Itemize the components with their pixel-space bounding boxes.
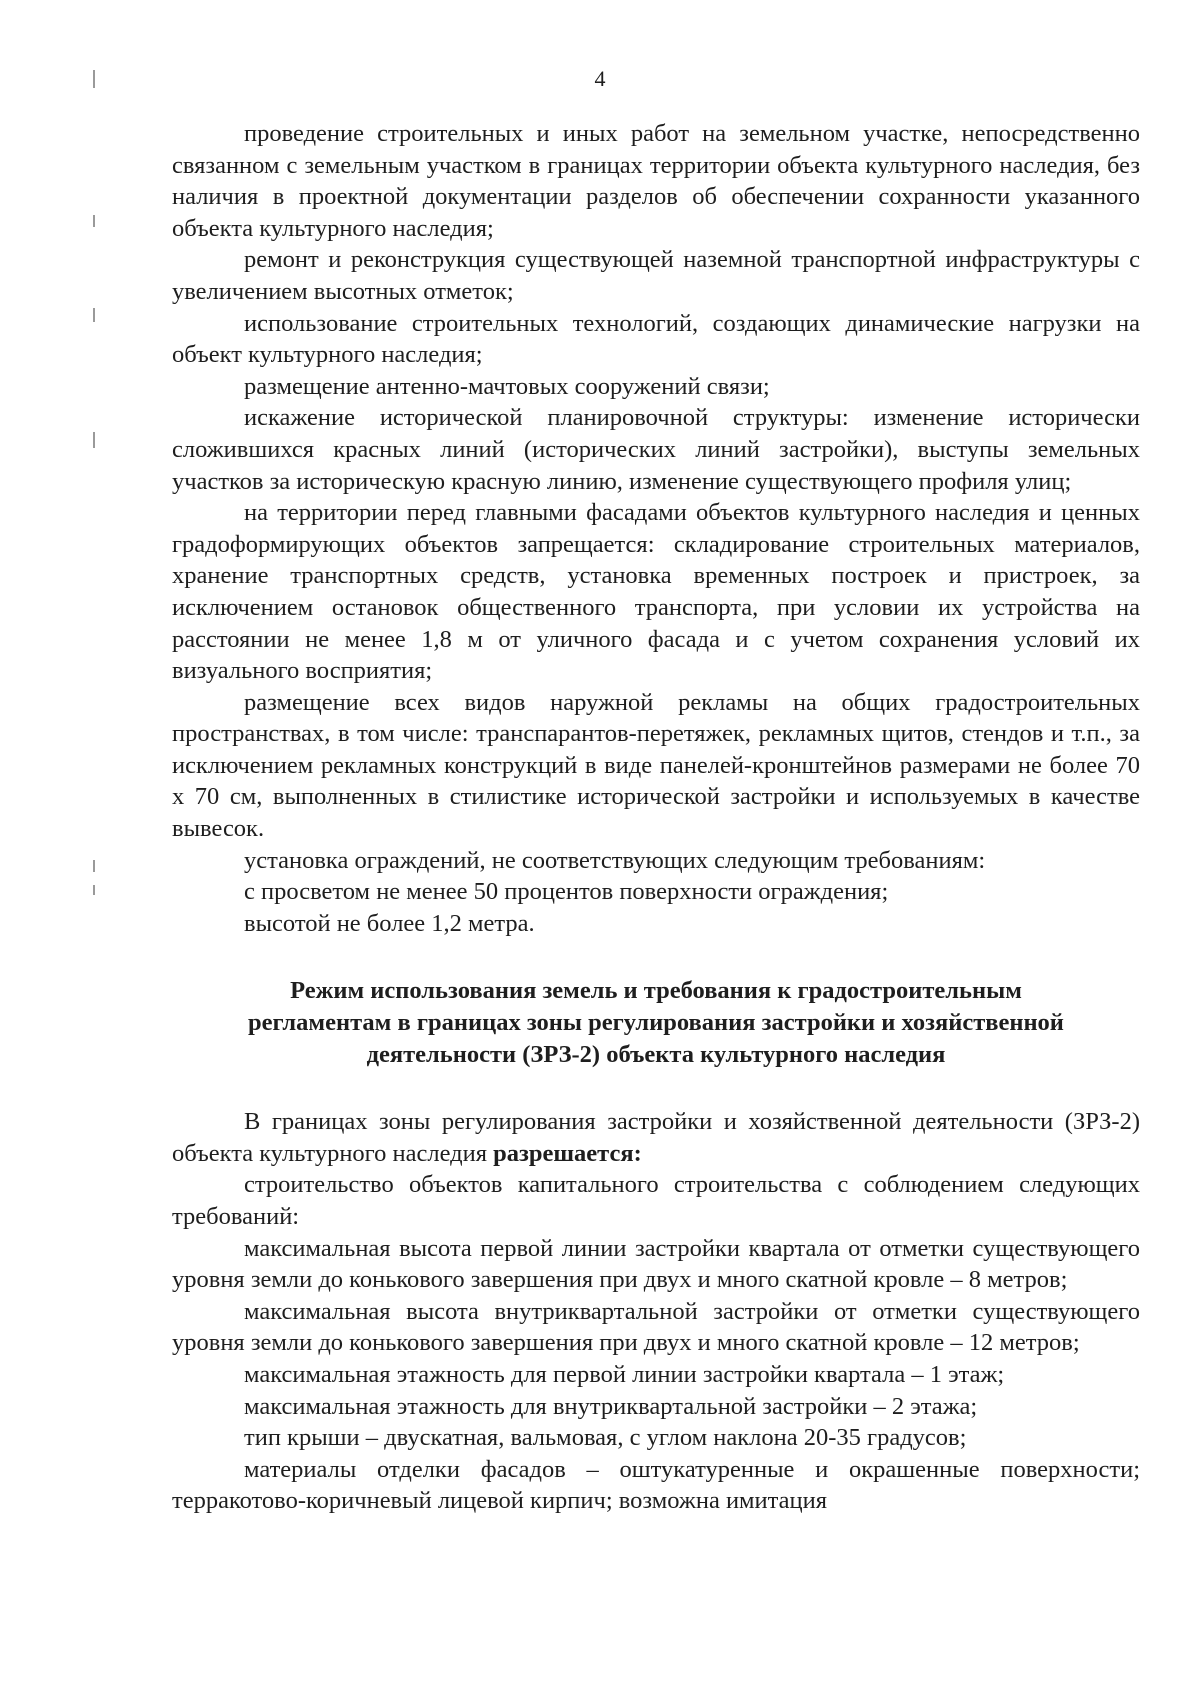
paragraph: проведение строительных и иных работ на земельном участке, непосредственно связанном с земельным участком в границах территории объекта культурного наследия, без наличия в проектной документации разделов об обеспечении сохранности указанного объекта культурного наследия; (172, 120, 1140, 242)
paragraph: на территории перед главными фасадами объектов культурного наследия и ценных градоформирующих объектов запрещается: складирование строительных материалов, хранение транспортных средств, установка временных построек и пристроек, за исключением остановок общественного транспорта, при условии их устройства на расстоянии не менее 1,8 м от уличного фасада и с учетом сохранения условий их визуального восприятия; (172, 499, 1140, 685)
heading-line: деятельности (ЗРЗ-2) объекта культурного наследия (366, 1040, 946, 1068)
paragraph: искажение исторической планировочной структуры: изменение исторически сложившихся красных линий (исторических линий застройки), выступы земельных участков за историческую красную линию, изменение существующего профиля улиц; (172, 404, 1140, 495)
scan-artifact (93, 308, 95, 322)
intro-paragraph (172, 1106, 1140, 1169)
paragraph: материалы отделки фасадов – оштукатуренные и окрашенные поверхности; терракотово-коричневый лицевой кирпич; возможна имитация (172, 1455, 1140, 1515)
paragraph: высотой не более 1,2 метра. (244, 909, 535, 937)
paragraph: установка ограждений, не соответствующих следующим требованиям: (244, 846, 986, 874)
paragraph: ремонт и реконструкция существующей наземной транспортной инфраструктуры с увеличением высотных отметок; (172, 246, 1140, 305)
document-body (172, 118, 1140, 1517)
paragraph: размещение всех видов наружной рекламы на общих градостроительных пространствах, в том числе: транспарантов-перетяжек, рекламных щитов, стендов и т.п., за исключением рекламных конструкций в виде панелей-кронштейнов размерами не более 70 х 70 см, выполненных в стилистике исторической застройки и используемых в качестве вывесок. (172, 688, 1140, 843)
heading-line: Режим использования земель и требования к градостроительным (290, 977, 1022, 1005)
paragraph: максимальная высота первой линии застройки квартала от отметки существующего уровня земли до конькового завершения при двух и много скатной кровле – 8 метров; (172, 1234, 1140, 1294)
intro-text: В границах зоны регулирования застройки и хозяйственной деятельности (ЗРЗ-2) объекта культурного наследия (172, 1108, 1140, 1167)
section-heading (172, 975, 1140, 1070)
paragraph: максимальная этажность для внутриквартальной застройки – 2 этажа; (244, 1392, 978, 1420)
paragraph: максимальная этажность для первой линии застройки квартала – 1 этаж; (244, 1360, 1005, 1388)
paragraph: размещение антенно-мачтовых сооружений связи; (244, 372, 770, 400)
scan-artifact (93, 885, 95, 895)
paragraph: максимальная высота внутриквартальной застройки от отметки существующего уровня земли до конькового завершения при двух и много скатной кровле – 12 метров; (172, 1297, 1140, 1357)
scan-artifact (93, 860, 95, 872)
intro-bold-text: разрешается: (493, 1139, 642, 1167)
paragraph: с просветом не менее 50 процентов поверхности ограждения; (244, 878, 889, 906)
scan-artifact (93, 432, 95, 448)
heading-line: регламентам в границах зоны регулирования застройки и хозяйственной (248, 1009, 1064, 1037)
paragraph: использование строительных технологий, создающих динамические нагрузки на объект культурного наследия; (172, 309, 1140, 369)
scan-artifact (93, 215, 95, 227)
paragraph: строительство объектов капитального строительства с соблюдением следующих требований: (172, 1171, 1140, 1230)
page-number: 4 (594, 66, 606, 91)
paragraph: тип крыши – двускатная, вальмовая, с углом наклона 20-35 градусов; (244, 1424, 967, 1452)
